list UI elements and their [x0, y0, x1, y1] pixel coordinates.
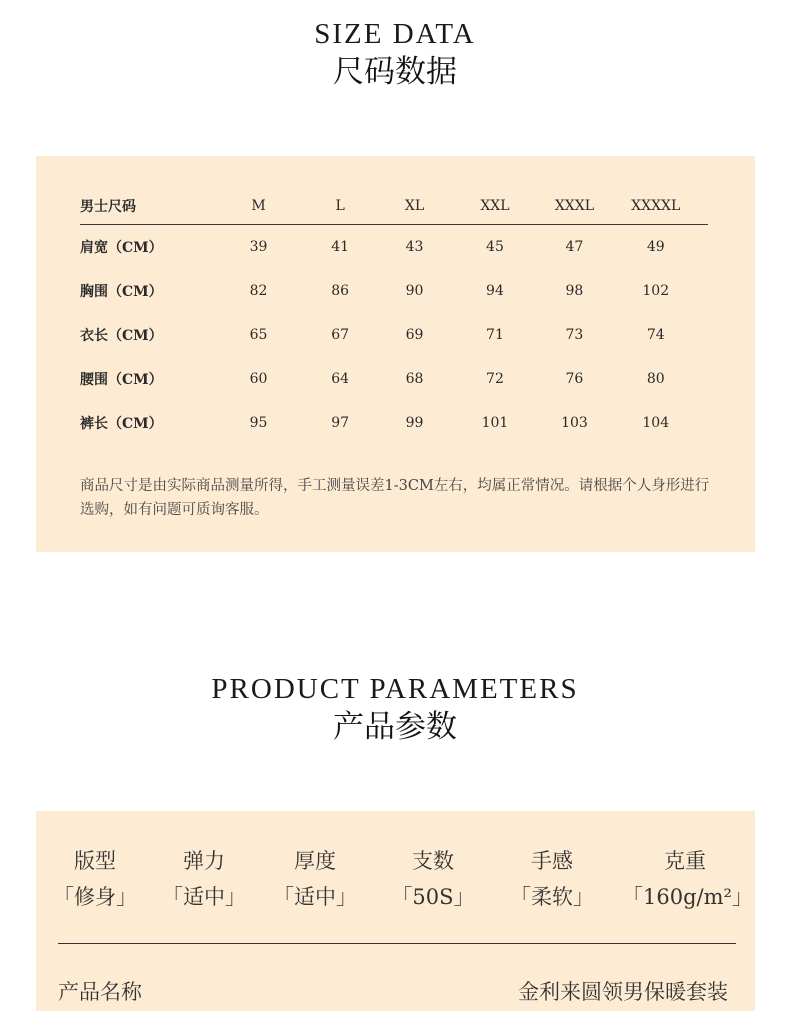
- table-cell: 73: [565, 327, 584, 343]
- table-cell: 64: [331, 371, 350, 387]
- row-label-length: 衣长（CM）: [80, 328, 163, 344]
- table-cell: 86: [331, 283, 350, 299]
- table-cell: 71: [486, 327, 504, 343]
- table-cell: 95: [249, 415, 268, 431]
- table-row: [80, 269, 708, 313]
- table-row: [80, 401, 708, 445]
- param-title-en: PRODUCT PARAMETERS: [211, 673, 579, 705]
- table-cell: 76: [565, 371, 584, 387]
- size-table: [80, 188, 708, 445]
- param-title-cn: 产品参数: [333, 709, 457, 745]
- size-panel: [36, 156, 755, 552]
- divider: [58, 943, 736, 944]
- table-cell: 47: [565, 239, 584, 255]
- table-cell: 41: [331, 239, 350, 255]
- table-cell: 90: [405, 283, 424, 299]
- param-value: 「适中」: [162, 885, 246, 909]
- table-row: [80, 225, 708, 270]
- size-title-en: SIZE DATA: [314, 18, 476, 50]
- table-cell: 45: [486, 239, 504, 255]
- table-cell: 74: [646, 327, 665, 343]
- table-cell: 82: [249, 283, 268, 299]
- param-fit: [36, 847, 154, 911]
- table-cell: 102: [642, 283, 670, 299]
- param-label: 克重: [664, 849, 706, 873]
- table-row: [80, 313, 708, 357]
- row-label-pants: 裤长（CM）: [80, 416, 163, 432]
- param-panel: [36, 811, 755, 1011]
- table-cell: 39: [249, 239, 268, 255]
- size-note: 商品尺寸是由实际商品测量所得，手工测量误差1-3CM左右，均属正常情况。请根据个人身形进行选购，如有问题可质询客服。: [80, 478, 710, 518]
- param-label: 厚度: [294, 849, 336, 873]
- param-thickness: [256, 847, 374, 911]
- param-value: 「柔软」: [510, 885, 594, 909]
- param-value: 「修身」: [53, 885, 137, 909]
- table-cell: 97: [331, 415, 350, 431]
- param-list: [36, 847, 755, 927]
- size-header-label: 男士尺码: [80, 188, 221, 225]
- product-name-label: 产品名称: [58, 980, 142, 1004]
- table-cell: 69: [405, 327, 424, 343]
- row-label-shoulder: 肩宽（CM）: [80, 240, 163, 256]
- product-name-value: 金利来圆领男保暖套装: [518, 980, 728, 1004]
- table-cell: 80: [646, 371, 665, 387]
- size-col-l: L: [296, 188, 385, 225]
- table-cell: 60: [249, 371, 268, 387]
- row-label-chest: 胸围（CM）: [80, 284, 163, 300]
- table-cell: 98: [565, 283, 584, 299]
- table-cell: 103: [561, 415, 588, 431]
- table-cell: 72: [486, 371, 504, 387]
- table-cell: 94: [486, 283, 504, 299]
- size-col-xl: XL: [385, 188, 445, 225]
- table-cell: 101: [481, 415, 509, 431]
- param-feel: [493, 847, 611, 911]
- param-label: 支数: [412, 849, 454, 873]
- param-label: 版型: [74, 849, 116, 873]
- table-cell: 49: [646, 239, 665, 255]
- size-col-m: M: [221, 188, 295, 225]
- param-value: 「50S」: [391, 885, 475, 909]
- param-elasticity: [145, 847, 263, 911]
- size-title-cn: 尺码数据: [333, 54, 457, 90]
- size-header-row: [80, 188, 708, 225]
- size-col-xxxxl: XXXXL: [603, 188, 708, 225]
- row-label-waist: 腰围（CM）: [80, 372, 163, 388]
- table-cell: 68: [405, 371, 424, 387]
- param-value: 「160g/m²」: [622, 885, 753, 909]
- param-label: 弹力: [183, 849, 225, 873]
- size-col-xxl: XXL: [445, 188, 546, 225]
- table-cell: 104: [642, 415, 670, 431]
- param-label: 手感: [531, 849, 573, 873]
- param-value: 「适中」: [273, 885, 357, 909]
- table-row: [80, 357, 708, 401]
- table-cell: 43: [405, 239, 424, 255]
- table-cell: 99: [405, 415, 424, 431]
- size-col-xxxl: XXXL: [545, 188, 603, 225]
- table-cell: 67: [331, 327, 350, 343]
- param-yarn-count: [374, 847, 492, 911]
- table-cell: 65: [249, 327, 268, 343]
- param-weight: [622, 847, 753, 911]
